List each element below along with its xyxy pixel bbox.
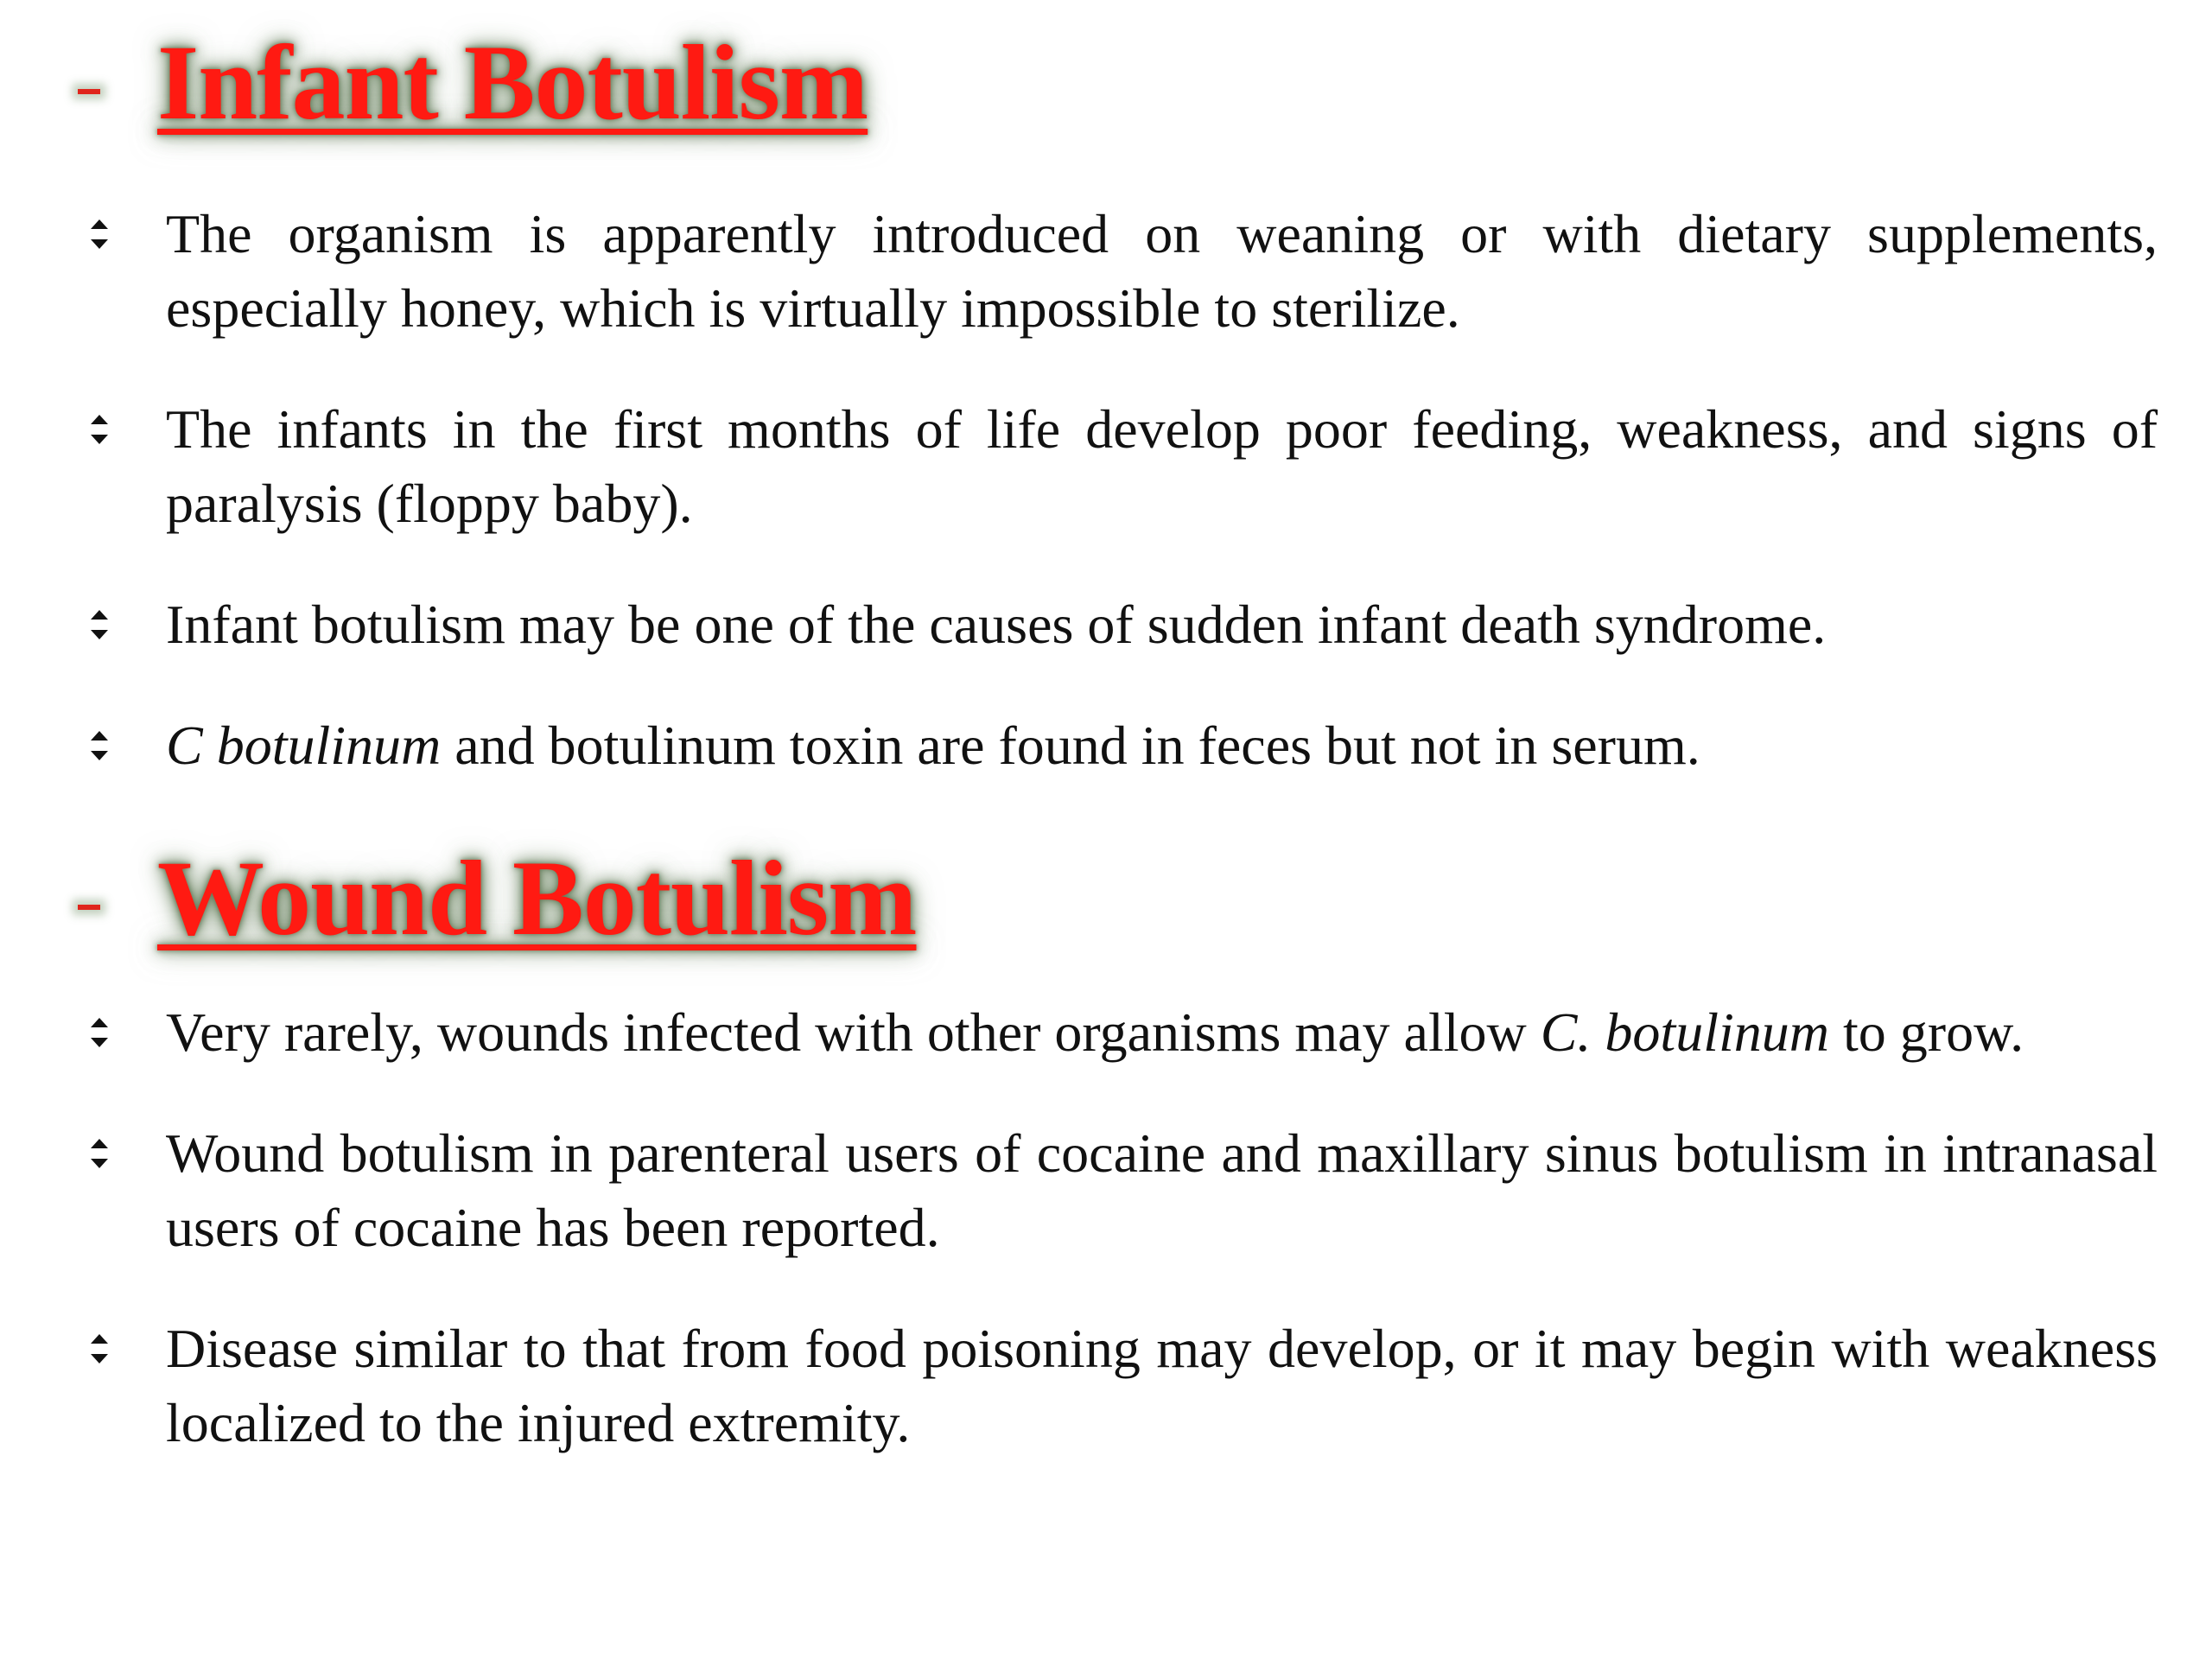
diamond-arrows-icon [88, 728, 111, 764]
heading-title: Wound Botulism [157, 839, 917, 957]
section-heading-infant-botulism [78, 14, 868, 152]
section-heading-wound-botulism [78, 830, 916, 968]
bullet-text-before: Very rarely, wounds infected with other organisms may allow [166, 1001, 1541, 1063]
list-item [0, 588, 2212, 662]
bullet-text [166, 715, 1700, 776]
dash-icon [78, 905, 100, 910]
diamond-arrows-icon [88, 1014, 111, 1051]
list-item [0, 392, 2212, 541]
list-item [0, 995, 2212, 1070]
bullet-text-rest: and botulinum toxin are found in feces but not in serum. [441, 715, 1700, 776]
list-item [0, 1116, 2212, 1265]
bullet-list-wound-botulism [0, 995, 2212, 1460]
diamond-arrows-icon [88, 1331, 111, 1367]
list-item [0, 709, 2212, 783]
bullet-text-italic: C. botulinum [1540, 1001, 1829, 1063]
bullet-text [166, 1001, 2024, 1063]
bullet-text: Wound botulism in parenteral users of cocaine and maxillary sinus botulism in intranasal users of cocaine has been reported. [166, 1122, 2158, 1258]
bullet-text: The organism is apparently introduced on weaning or with dietary supplements, especially honey, which is virtually impossible to sterilize. [166, 203, 2158, 339]
bullet-list-infant-botulism [0, 197, 2212, 783]
diamond-arrows-icon [88, 411, 111, 448]
list-item [0, 197, 2212, 346]
bullet-text: Infant botulism may be one of the causes of sudden infant death syndrome. [166, 594, 1827, 655]
diamond-arrows-icon [88, 1135, 111, 1172]
diamond-arrows-icon [88, 216, 111, 252]
heading-title: Infant Botulism [157, 23, 868, 142]
dash-icon [78, 89, 100, 94]
bullet-text-italic: C botulinum [166, 715, 442, 776]
bullet-text: Disease similar to that from food poisoning may develop, or it may begin with weakness localized to the injured extremity. [166, 1318, 2158, 1453]
bullet-text: The infants in the first months of life develop poor feeding, weakness, and signs of paralysis (floppy baby). [166, 398, 2158, 534]
diamond-arrows-icon [88, 607, 111, 643]
list-item [0, 1312, 2212, 1460]
bullet-text-after: to grow. [1828, 1001, 2024, 1063]
